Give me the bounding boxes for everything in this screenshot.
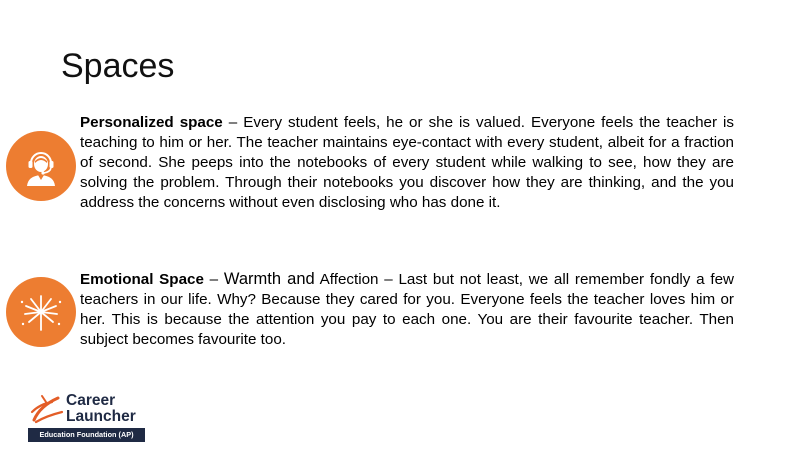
fireworks-icon xyxy=(6,277,76,347)
personalized-space-heading: Personalized space xyxy=(80,114,223,131)
career-launcher-logo xyxy=(28,390,150,446)
dash-separator: – xyxy=(203,271,224,288)
logo-line-2: Launcher xyxy=(66,408,136,425)
logo-mark-icon xyxy=(30,392,66,424)
emotional-space-paragraph xyxy=(80,269,734,350)
user-headset-icon xyxy=(6,131,76,201)
logo-line-1: Career xyxy=(66,392,116,409)
dash-separator: – xyxy=(222,114,244,131)
slide-title: Spaces xyxy=(61,47,175,85)
personalized-space-text: Every student feels, he or she is valued. Everyone feels the teacher is teaching to him or her. The teacher maintains eye-contact with every student, albeit for a fraction of second. She peeps into the notebooks of every student while walking to see, how they are solving the problem. Through their notebooks you discover how they are thinking, and the you address the concerns without even disclosing who has done it. xyxy=(80,114,734,211)
emotional-space-heading: Emotional Space xyxy=(80,271,204,288)
affection-text: Affection xyxy=(314,271,379,288)
warmth-text: Warmth and xyxy=(223,270,315,288)
emotional-space-text: – Last but not least, we all remember fondly a few teachers in our life. Why? Because they cared for you. Everyone feels the teacher loves him or her. This is because the attention you pay to each one. You are their favourite teacher. Then subject becomes favourite too. xyxy=(80,271,734,348)
personalized-space-paragraph xyxy=(80,113,734,213)
logo-tagline: Education Foundation (AP) xyxy=(28,428,145,442)
